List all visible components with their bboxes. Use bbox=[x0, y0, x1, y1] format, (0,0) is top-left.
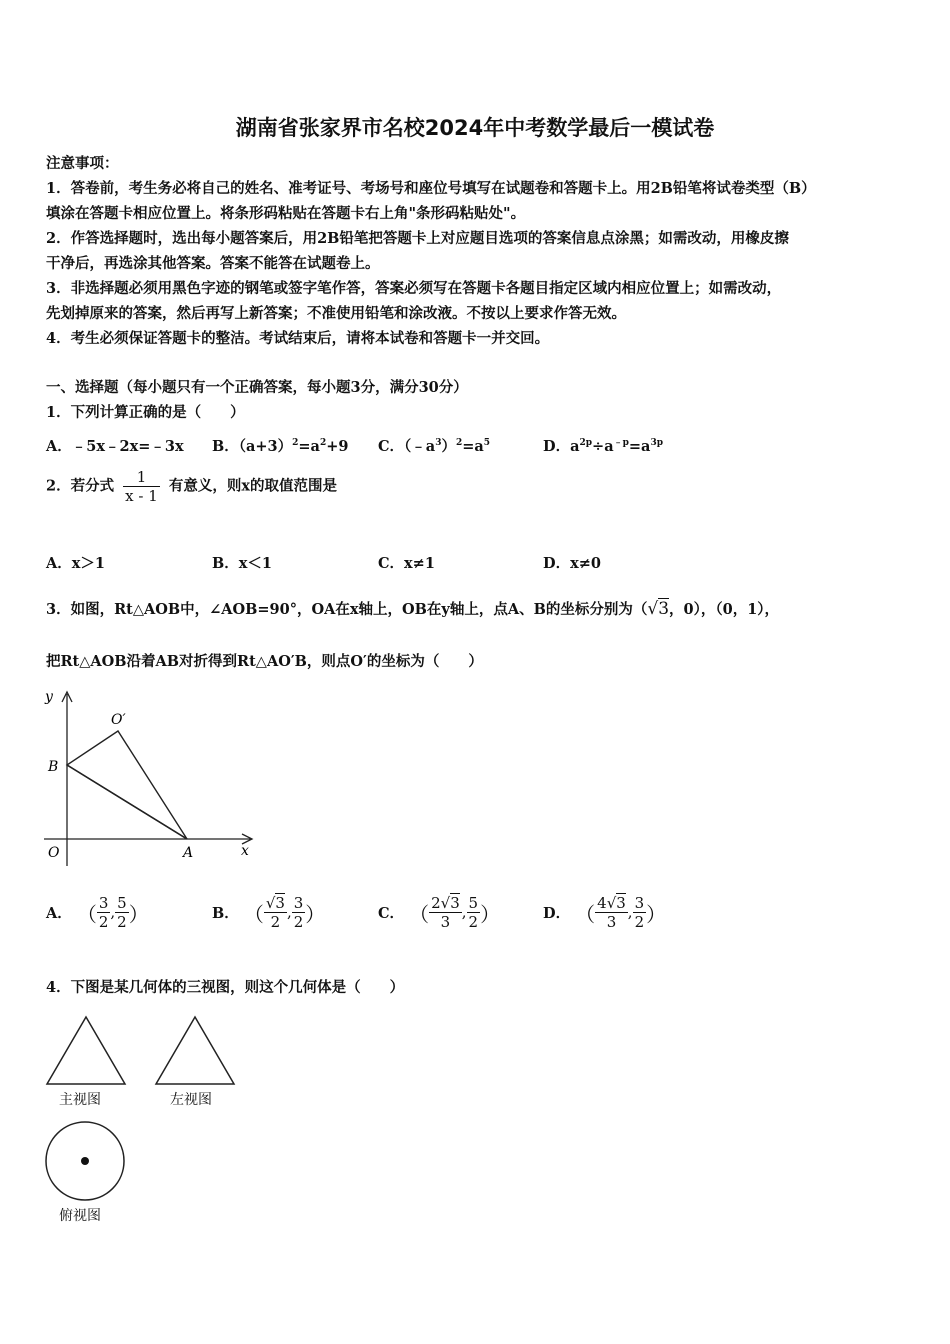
q1-stem: 1．下列计算正确的是（ ） bbox=[46, 404, 245, 421]
page-title: 湖南省张家界市名校2024年中考数学最后一模试卷 bbox=[235, 116, 715, 140]
notice-heading: 注意事项： bbox=[46, 155, 119, 172]
q2-stem: 2．若分式 $\frac{1}{x - 1}$ 有意义，则x的取值范围是 bbox=[46, 468, 337, 505]
q1-option-d: D．$a^{2p}\div a^{﹣p}=a^{3p}$ bbox=[543, 438, 663, 455]
notice-line: 填涂在答题卡相应位置上。将条形码粘贴在答题卡右上角"条形码粘贴处"。 bbox=[46, 205, 526, 222]
notice-line: 4．考生必须保证答题卡的整洁。考试结束后，请将本试卷和答题卡一并交回。 bbox=[46, 330, 550, 347]
center-dot bbox=[81, 1157, 89, 1165]
section-heading: 一、选择题（每小题只有一个正确答案，每小题3分，满分30分） bbox=[46, 379, 468, 396]
segment-ab bbox=[67, 765, 187, 839]
triangle-ao-prime-b bbox=[67, 731, 187, 839]
left-view-caption: 左视图 bbox=[170, 1092, 212, 1108]
q2-option-d: D．x≠0 bbox=[543, 555, 601, 572]
top-view-circle bbox=[43, 1119, 127, 1203]
front-view-triangle bbox=[44, 1014, 128, 1086]
q2-option-a: A．x＞1 bbox=[46, 555, 105, 572]
q3-stem-line2: 把Rt△AOB沿着AB对折得到Rt△AO′B，则点O′的坐标为（ ） bbox=[46, 653, 483, 670]
notice-line: 3．非选择题必须用黑色字迹的钢笔或签字笔作答，答案必须写在答题卡各题目指定区域内相应位置上；如需改动， bbox=[46, 280, 782, 297]
q2-option-c: C．x≠1 bbox=[378, 555, 435, 572]
q3-stem-line1: 3．如图，Rt△AOB中，∠AOB=90°，OA在x轴上，OB在y轴上，点A、B的坐标分别为（√3，0），（0，1）， bbox=[46, 599, 780, 619]
label-o-prime: O′ bbox=[111, 712, 126, 728]
label-b: B bbox=[48, 759, 59, 775]
label-y: y bbox=[45, 689, 53, 705]
q2-option-b: B．x＜1 bbox=[212, 555, 272, 572]
q1-option-a: A．﹣5x﹣2x=﹣3x bbox=[46, 438, 184, 455]
label-a: A bbox=[183, 845, 194, 861]
front-view-caption: 主视图 bbox=[59, 1092, 101, 1108]
notice-line: 2．作答选择题时，选出每小题答案后，用2B铅笔把答题卡上对应题目选项的答案信息点涂黑；如需改动，用橡皮擦 bbox=[46, 230, 789, 247]
q2-fraction: $\frac{1}{x - 1}$ bbox=[125, 468, 158, 505]
label-x: x bbox=[241, 843, 249, 859]
notice-line: 先划掉原来的答案，然后再写上新答案；不准使用铅笔和涂改液。不按以上要求作答无效。 bbox=[46, 305, 626, 322]
q1-option-c: C．$(﹣a^3)^2=a^5$ bbox=[378, 438, 491, 455]
label-o: O bbox=[48, 845, 60, 861]
q3-option-a: A． （ $\frac{3}{2}$ , $\frac{5}{2}$ ） bbox=[46, 894, 149, 931]
q3-option-b: B． （ $\frac{√3}{2}$ , $\frac{3}{2}$ ） bbox=[212, 894, 326, 931]
notice-line: 1．答卷前，考生务必将自己的姓名、准考证号、考场号和座位号填写在试题卷和答题卡上。用2B铅笔将试卷类型（B） bbox=[46, 180, 816, 197]
q4-stem: 4．下图是某几何体的三视图，则这个几何体是（ ） bbox=[46, 979, 405, 996]
top-view-caption: 俯视图 bbox=[59, 1208, 101, 1224]
notice-line: 干净后，再选涂其他答案。答案不能答在试题卷上。 bbox=[46, 255, 380, 272]
q3-figure bbox=[40, 688, 255, 868]
q3-option-d: D． （ $\frac{4√3}{3}$ , $\frac{3}{2}$ ） bbox=[543, 894, 667, 931]
q1-option-b: B．$(a+3)^2=a^2+9$ bbox=[212, 438, 349, 455]
q3-option-c: C． （ $\frac{2√3}{3}$ , $\frac{5}{2}$ ） bbox=[378, 894, 501, 931]
left-view-triangle bbox=[153, 1014, 237, 1086]
